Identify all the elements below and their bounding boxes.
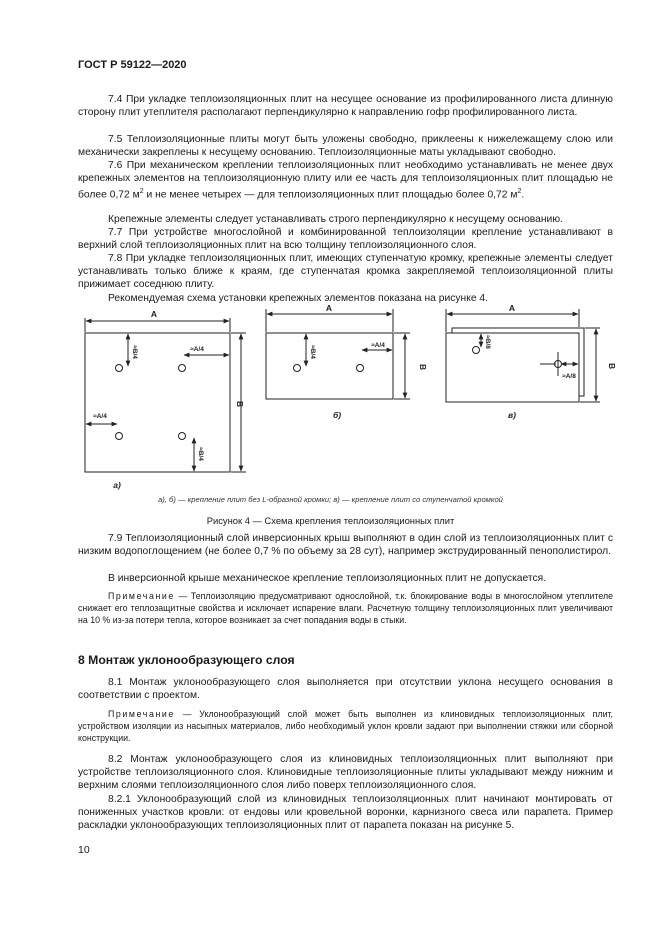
dim-label-b: B	[235, 400, 245, 408]
paragraph-7-5: 7.5 Теплоизоляционные плиты могут быть уложены свободно, приклеены к нижележащему слою или механически закреплены к несущему основанию. Теплоизоляционные маты укладывают свободно.	[78, 134, 613, 159]
dim-label-b4: ≈B/4	[309, 345, 316, 359]
dim-label-a8: ≈A/8	[562, 373, 576, 380]
dim-label-b4: ≈B/4	[131, 345, 138, 359]
fastener-point	[357, 365, 364, 372]
paragraph-fasteners: Крепежные элементы следует устанавливать строго перпендикулярно к несущему основанию.	[108, 214, 563, 225]
dim-label-a: A	[508, 303, 516, 313]
fastener-point	[473, 347, 480, 354]
fastener-point	[294, 365, 301, 372]
paragraph-8-2: 8.2 Монтаж уклонообразующего слоя из клиновидных теплоизоляционных плит выполняют при устройстве теплоизоляционного слоя. Клиновидные теплоизоляционные плиты укладывают между нижним и верхним слоями теплоизоляционного слоя либо поверх теплоизоляционного слоя.	[78, 754, 613, 792]
dim-label-b: B	[607, 362, 617, 370]
note-text: — Уклонообразующий слой может быть выполнен из клиновидных теплоизоляционных плит, устройством изоляции из насыпных материалов, либо необходимый уклон кровли задают при выполнении стяжки или сборной конструкции.	[78, 709, 613, 743]
note-2	[78, 709, 613, 744]
figure-4	[0, 300, 661, 495]
note-1	[78, 591, 613, 626]
plate-a	[85, 333, 230, 472]
paragraph-8-2-1: 8.2.1 Уклонообразующий слой из клиновидных теплоизоляционных плит начинают монтировать от пониженных участков кровли: от ендовы или кровельной воронки, карнизного свеса или парапета. Пример раскладки уклонообразующих теплоизоляционных плит от парапета показан на рисунке 5.	[78, 794, 613, 832]
figure-label-a: а)	[113, 480, 121, 490]
superscript: 2	[517, 188, 522, 196]
note-text: — Теплоизоляцию предусматривают однослойной, т.к. блокирование воды в многослойном утеплителе снижает его теплозащитные свойства и исключает испарение влаги. Расчетную толщину теплоизоляционных плит увеличивают на 10 % из-за потери тепла, которое возникает за счет попадания воды в стыки.	[78, 591, 613, 625]
paragraph-7-9: 7.9 Теплоизоляционный слой инверсионных крыш выполняют в один слой из теплоизоляционных плит с низким водопоглощением (не более 0,7 % по объему за 28 сут), например экструдированный пенополистирол.	[78, 533, 613, 558]
paragraph-7-6-part-2: и не менее четырех — для теплоизоляционных плит площадью более 0,72 м	[143, 189, 518, 201]
paragraph-8-1: 8.1 Монтаж уклонообразующего слоя выполняется при отсутствии уклона несущего основания в соответствии с проектом.	[78, 677, 613, 702]
note-label: Примечание	[108, 709, 175, 719]
superscript: 2	[139, 188, 144, 196]
dim-label-b: B	[418, 363, 428, 371]
paragraph-7-6	[78, 159, 613, 202]
dim-label-a4: ≈A/4	[93, 413, 107, 420]
page-number: 10	[78, 844, 90, 856]
stepped-edge	[452, 328, 584, 396]
paragraph-7-4: 7.4 При укладке теплоизоляционных плит на несущее основание из профилированного листа длинную сторону плит утеплителя располагают перпендикулярно к направлению гофр профилированного листа.	[78, 94, 613, 119]
paragraph-7-7: 7.7 При устройстве многослойной и комбинированной теплоизоляции крепление устанавливают в верхний слой теплоизоляционных плит на всю толщину теплоизоляционного слоя.	[78, 227, 613, 252]
paragraph-7-6-part-3: .	[521, 189, 525, 201]
paragraph-inverse-roof: В инверсионной крыше механическое крепление теплоизоляционных плит не допускается.	[108, 573, 547, 584]
figure-label-b: б)	[332, 410, 342, 420]
fastener-point	[179, 433, 186, 440]
fastener-point	[116, 365, 123, 372]
dim-label-b8: ≈B/8	[484, 335, 491, 349]
dim-label-a4: ≈A/4	[190, 346, 204, 353]
section-heading: 8 Монтаж уклонообразующего слоя	[78, 653, 295, 667]
figure-caption: Рисунок 4 — Схема крепления теплоизоляционных плит	[206, 515, 455, 526]
note-label: Примечание	[108, 591, 175, 601]
paragraph-7-6-part-1: 7.6 При механическом креплении теплоизоляционных плит необходимо устанавливать не менее двух крепежных элементов на теплоизоляционную плиту или ее часть для теплоизоляционных плит площадью не более 0,72 м	[78, 160, 613, 201]
figure-label-c: в)	[508, 410, 516, 420]
dim-label-a: A	[150, 309, 158, 319]
figure-legend: а), б) — крепление плит без L-образной кромки; в) — крепление плит со ступенчатой кромкой	[158, 495, 503, 504]
paragraph-7-8: 7.8 При укладке теплоизоляционных плит, имеющих ступенчатую кромку, крепежные элементы следует устанавливать только ближе к краям, где ступенчатая кромка закрепляемой теплоизоляционной плиты прижимает соседнюю плиту.	[78, 253, 613, 291]
fastener-point	[116, 433, 123, 440]
fastener-point	[179, 365, 186, 372]
dim-label-a4: ≈A/4	[371, 342, 385, 349]
dim-label-b4: ≈B/4	[197, 447, 204, 461]
standard-header: ГОСТ Р 59122—2020	[78, 59, 187, 71]
dim-label-a: A	[325, 303, 333, 313]
paragraph-scheme: Рекомендуемая схема установки крепежных элементов показана на рисунке 4.	[108, 293, 489, 304]
